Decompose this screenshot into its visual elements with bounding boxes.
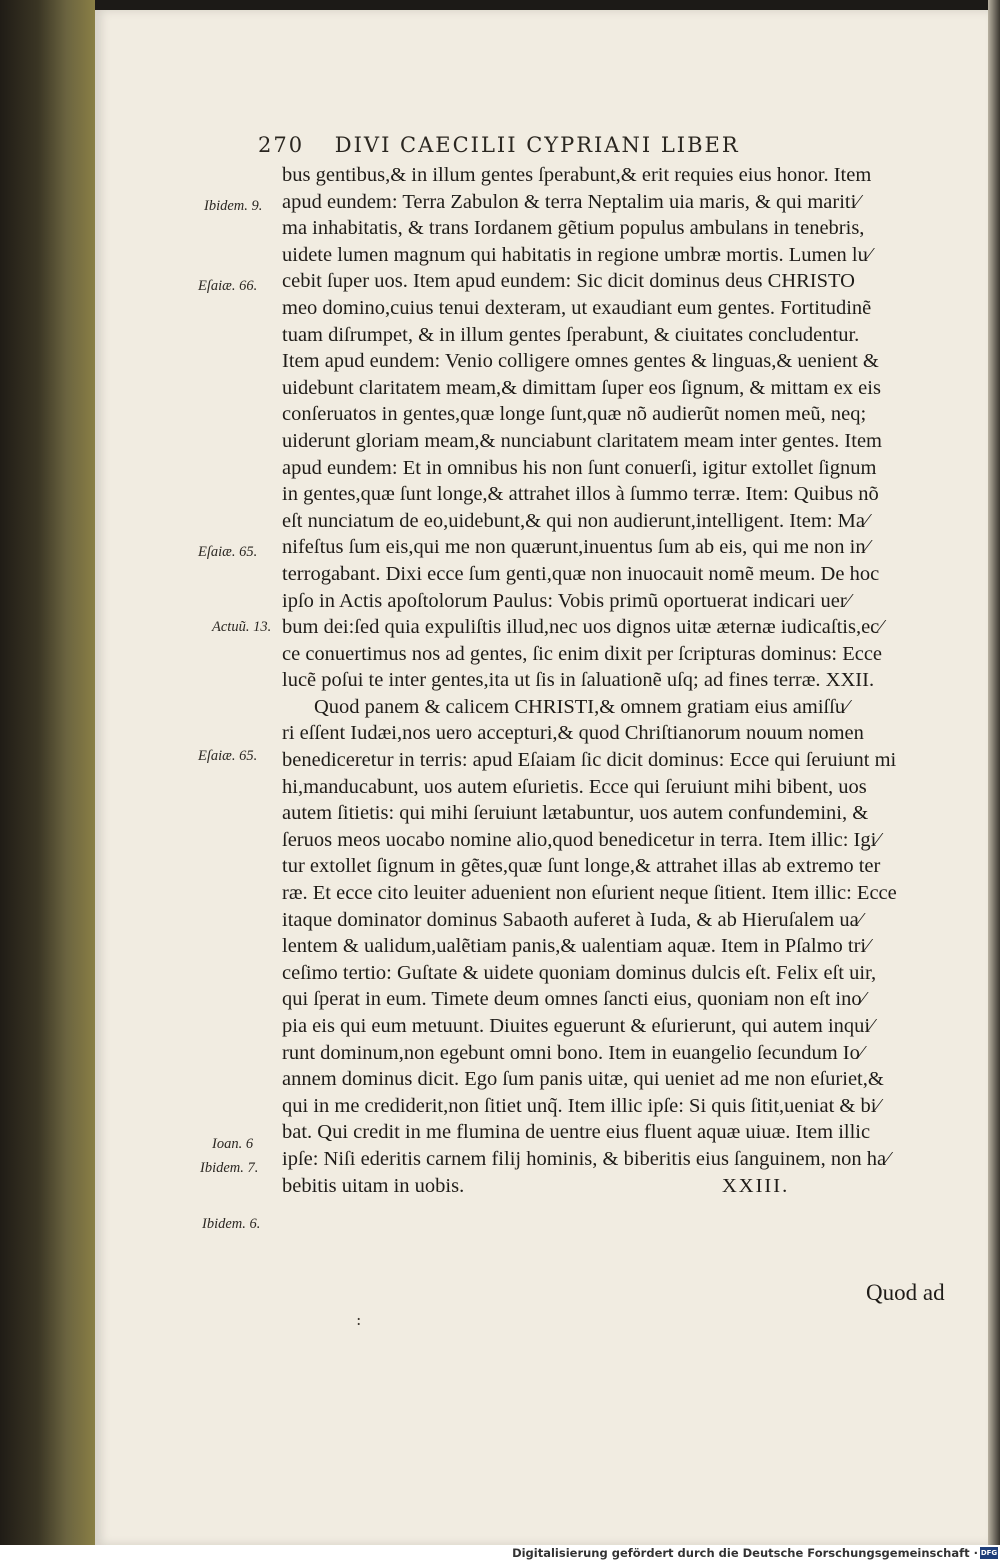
- text-line: ſeruos meos uocabo nomine alio,quod benedicetur in terra. Item illic: Igi⁄: [282, 828, 880, 851]
- text-line: uidete lumen magnum qui habitatis in regione umbræ mortis. Lumen lu⁄: [282, 243, 872, 266]
- text-line: lentem & ualidum,ualẽtiam panis,& ualentiam aquæ. Item in Pſalmo tri⁄: [282, 935, 870, 958]
- text-line: ræ. Et ecce cito leuiter aduenient non eſurient neque ſitient. Item illic: Ecce: [282, 882, 897, 905]
- catchword: Quod ad: [866, 1280, 945, 1305]
- text-line: hi,manducabunt, uos autem eſurietis. Ecce qui ſeruiunt mihi bibent, uos: [282, 775, 867, 798]
- text-line: qui ſperat in eum. Timete deum omnes ſancti eius, quoniam non eſt ino⁄: [282, 988, 866, 1011]
- text-line: nifeſtus ſum eis,qui me non quærunt,inuentus ſum ab eis, qui me non in⁄: [282, 536, 870, 559]
- text-line: ma inhabitatis, & trans Iordanem gẽtium populus ambulans in tenebris,: [282, 217, 865, 240]
- text-line: lucẽ poſui te inter gentes,ita ut ſis in ſaluationẽ uſq; ad fines terræ. XXII.: [282, 669, 875, 692]
- text-line: bat. Qui credit in me flumina de uentre eius fluent aquæ uiuæ. Item illic: [282, 1121, 871, 1144]
- dfg-logo-icon: DFG: [980, 1549, 998, 1557]
- running-header: [258, 133, 858, 157]
- text-line: bum dei:ſed quia expuliſtis illud,nec uos dignos uitæ æternæ iudicaſtis,ec⁄: [282, 616, 883, 639]
- text-line: uidebunt claritatem meam,& dimittam ſuper eos ſignum, & mittam ex eis: [282, 376, 881, 399]
- text-line: benediceretur in terris: apud Eſaiam ſic dicit dominus: Ecce qui ſeruiunt mi: [282, 749, 897, 772]
- footer-bar: [0, 1545, 1000, 1562]
- margin-note: Eſaiæ. 65.: [198, 748, 258, 764]
- scan-right-edge: [988, 0, 1000, 1545]
- text-line: ceſimo tertio: Guſtate & uidete quoniam dominus dulcis eſt. Felix eſt uir,: [282, 961, 877, 984]
- text-line: eſt nunciatum de eo,uidebunt,& qui non audierunt,intelligent. Item: Ma⁄: [282, 509, 869, 532]
- text-line: tuam diſrumpet, & in illum gentes ſperabunt, & ciuitates concludentur.: [282, 323, 860, 346]
- text-line: ce conuertimus nos ad gentes, ſic enim dixit per ſcripturas dominus: Ecce: [282, 642, 883, 665]
- margin-note: Eſaiæ. 66.: [198, 278, 258, 294]
- text-line: apud eundem: Terra Zabulon & terra Neptalim uia maris, & qui mariti⁄: [282, 190, 860, 213]
- text-line: in gentes,quæ ſunt longe,& attrahet illos à ſummo terræ. Item: Quibus nõ: [282, 483, 879, 506]
- text-line: Quod panem & calicem CHRISTI,& omnem gratiam eius amiſſu⁄: [314, 695, 849, 718]
- chapter-number: XXIII.: [722, 1174, 790, 1197]
- text-line: apud eundem: Et in omnibus his non ſunt conuerſi, igitur extollet ſignum: [282, 456, 877, 479]
- margin-note: Ibidem. 9.: [204, 198, 263, 214]
- page-number: 270: [258, 133, 305, 157]
- text-line: terrogabant. Dixi ecce ſum genti,quæ non inuocauit nomẽ meum. De hoc: [282, 562, 880, 585]
- text-line: cebit ſuper uos. Item apud eundem: Sic dicit dominus deus CHRISTO: [282, 270, 855, 293]
- margin-note: Ibidem. 7.: [200, 1160, 259, 1176]
- ink-mark: :: [356, 1310, 362, 1329]
- text-line: itaque dominator dominus Sabaoth auferet à Iuda, & ab Hieruſalem ua⁄: [282, 908, 863, 931]
- margin-note: Ibidem. 6.: [202, 1216, 261, 1232]
- text-line: qui in me crediderit,non ſitiet unq̃. Item illic ipſe: Si quis ſitit,ueniat & bi⁄: [282, 1094, 880, 1117]
- text-line-end: bebitis uitam in uobis.: [282, 1174, 465, 1197]
- text-line: uiderunt gloriam meam,& nunciabunt claritatem meam inter gentes. Item: [282, 429, 882, 452]
- text-line: annem dominus dicit. Ego ſum panis uitæ, qui ueniet ad me non eſuriet,&: [282, 1068, 884, 1091]
- text-line: bus gentibus,& in illum gentes ſperabunt,& erit requies eius honor. Item: [282, 164, 872, 186]
- text-line: Item apud eundem: Venio colligere omnes gentes & linguas,& uenient &: [282, 350, 879, 373]
- text-line: meo domino,cuius tenui dexteram, ut exaudiant eum gentes. Fortitudinẽ: [282, 296, 872, 319]
- text-line: runt dominum,non egebunt omni bono. Item in euangelio ſecundum Io⁄: [282, 1041, 864, 1064]
- text-line: tur extollet ſignum in gẽtes,quæ ſunt longe,& attrahet illas ab extremo ter: [282, 855, 881, 878]
- margin-note: Eſaiæ. 65.: [198, 544, 258, 560]
- text-line: conſeruatos in gentes,quæ longe ſunt,quæ nõ audierũt nomen meũ, neq;: [282, 403, 867, 426]
- margin-note: Actuũ. 13.: [212, 619, 272, 635]
- text-line: autem ſitietis: qui mihi ſeruiunt lætabuntur, uos autem confundemini, &: [282, 802, 869, 825]
- margin-note: Ioan. 6: [212, 1136, 254, 1152]
- scan-left-edge: [0, 0, 95, 1545]
- text-line: pia eis qui eum metuunt. Diuites eguerunt & eſurierunt, qui autem inqui⁄: [282, 1015, 874, 1037]
- text-line: [282, 1173, 968, 1200]
- running-title: DIVI CAECILII CYPRIANI LIBER: [334, 133, 740, 157]
- main-text: [282, 162, 968, 1199]
- text-line: ipſe: Niſi ederitis carnem filij hominis, & biberitis eius ſanguinem, non ha⁄: [282, 1147, 890, 1170]
- text-line: ipſo in Actis apoſtolorum Paulus: Vobis primũ oportuerat indicari uer⁄: [282, 589, 851, 612]
- footer-credit: Digitalisierung gefördert durch die Deutsche Forschungsgemeinschaft ·: [512, 1546, 978, 1560]
- text-line: ri eſſent Iudæi,nos uero accepturi,& quod Chriſtianorum nouum nomen: [282, 722, 864, 745]
